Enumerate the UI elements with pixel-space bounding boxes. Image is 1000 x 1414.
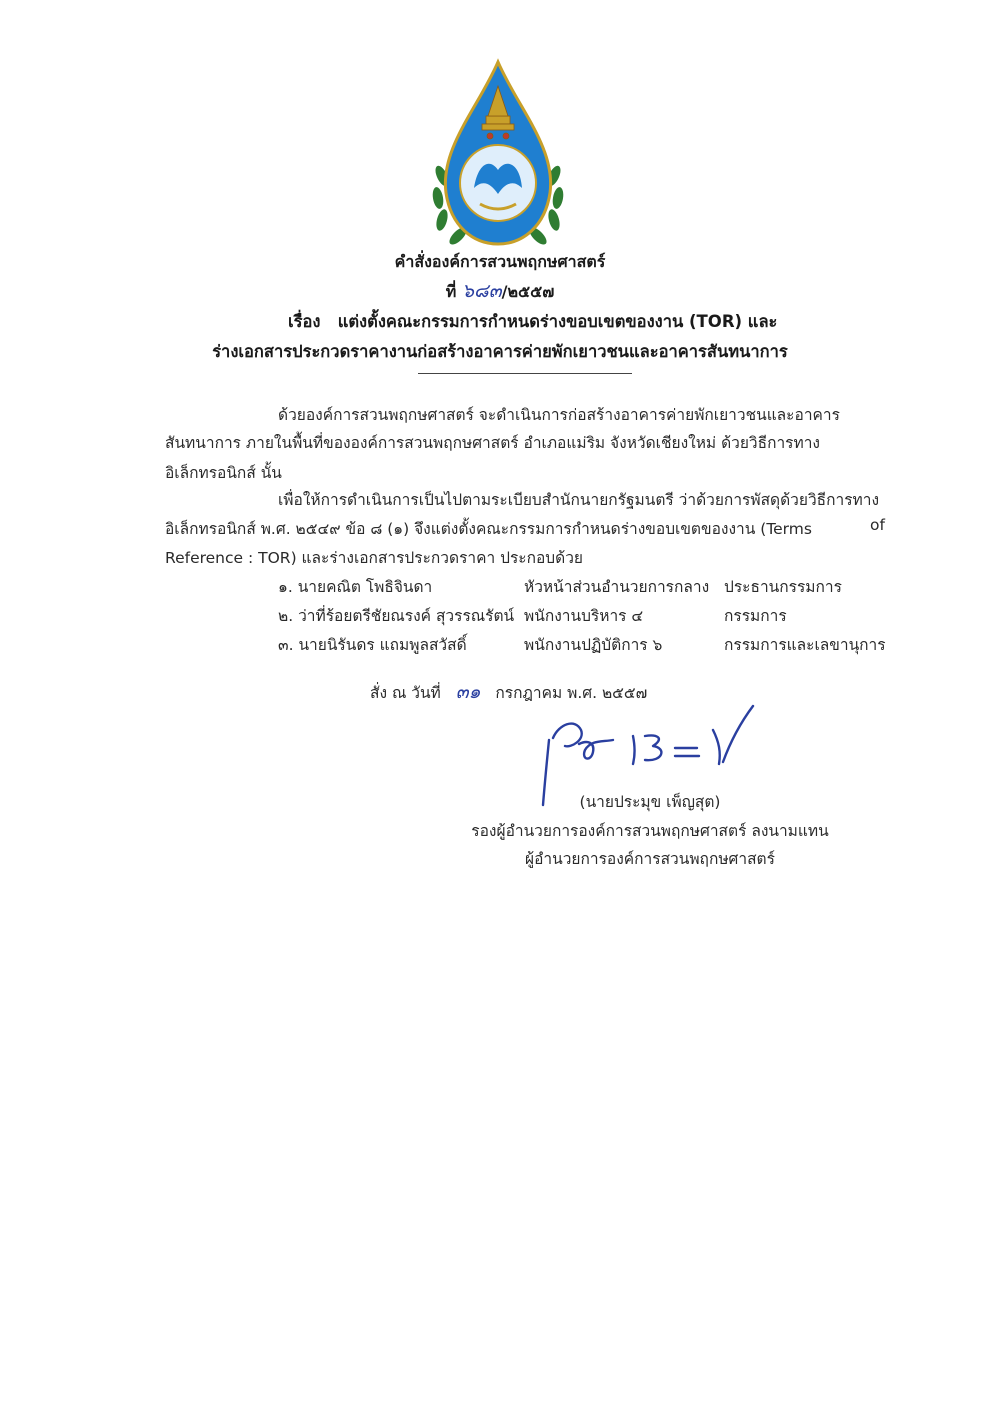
committee-member-1-position: หัวหน้าส่วนอำนวยการกลาง — [524, 578, 710, 596]
paragraph-2-line-1: เพื่อให้การดำเนินการเป็นไปตามระเบียบสำนักนายกรัฐมนตรี ว่าด้วยการพัสดุด้วยวิธีการทาง — [278, 491, 880, 509]
subject-line-1 — [288, 309, 777, 335]
committee-member-3-role: กรรมการและเลขานุการ — [724, 636, 886, 654]
paragraph-2-line-2 — [165, 516, 885, 541]
committee-member-3-position: พนักงานปฏิบัติการ ๖ — [524, 636, 663, 654]
order-number-handwritten: ๖๘๓ — [461, 280, 502, 302]
committee-member-1-name: ๑. นายคณิต โพธิจินดา — [278, 578, 433, 596]
botanical-garden-seal-icon — [428, 58, 568, 248]
committee-member-2-position: พนักงานบริหาร ๔ — [524, 607, 644, 625]
subject-line-2: ร่างเอกสารประกวดราคางานก่อสร้างอาคารค่ายพักเยาวชนและอาคารสันทนาการ — [212, 342, 788, 361]
paragraph-2-line-2-text: อิเล็กทรอนิกส์ พ.ศ. ๒๕๔๙ ข้อ ๘ (๑) จึงแต่งตั้งคณะกรรมการกำหนดร่างขอบเขตของงาน (Terms — [165, 520, 812, 538]
order-number-prefix: ที่ — [445, 282, 457, 301]
signatory-title-2: ผู้อำนวยการองค์การสวนพฤกษศาสตร์ — [525, 850, 775, 868]
paragraph-1-line-1: ด้วยองค์การสวนพฤกษศาสตร์ จะดำเนินการก่อสร้างอาคารค่ายพักเยาวชนและอาคาร — [278, 406, 840, 424]
order-date-prefix: สั่ง ณ วันที่ — [370, 684, 441, 702]
committee-member-2-name: ๒. ว่าที่ร้อยตรีชัยณรงค์ สุวรรณรัตน์ — [278, 607, 515, 625]
committee-member-3-name: ๓. นายนิรันดร แถมพูลสวัสดิ์ — [278, 636, 467, 654]
subject-text-1: แต่งตั้งคณะกรรมการกำหนดร่างขอบเขตของงาน (TOR) และ — [337, 312, 778, 331]
paragraph-2-line-3: Reference : TOR) และร่างเอกสารประกวดราคา ประกอบด้วย — [165, 549, 583, 567]
divider — [418, 373, 632, 374]
order-number — [0, 276, 1000, 306]
signatory-name: (นายประมุข เพ็ญสุต) — [579, 793, 721, 811]
paragraph-1-line-2: สันทนาการ ภายในพื้นที่ขององค์การสวนพฤกษศาสตร์ อำเภอแม่ริม จังหวัดเชียงใหม่ ด้วยวิธีการทาง — [165, 434, 820, 452]
paragraph-1-line-3: อิเล็กทรอนิกส์ นั้น — [165, 464, 282, 482]
signatory-title-1: รองผู้อำนวยการองค์การสวนพฤกษศาสตร์ ลงนามแทน — [471, 822, 829, 840]
committee-member-2-role: กรรมการ — [724, 607, 787, 625]
order-date-rest: กรกฎาคม พ.ศ. ๒๕๕๗ — [495, 684, 648, 702]
order-number-suffix: /๒๕๕๗ — [501, 282, 555, 301]
committee-member-1-role: ประธานกรรมการ — [724, 578, 842, 596]
order-title: คำสั่งองค์การสวนพฤกษศาสตร์ — [394, 252, 606, 271]
subject-label: เรื่อง — [288, 312, 321, 331]
paragraph-2-line-2-end: of — [870, 516, 885, 534]
order-date-day: ๓๑ — [455, 681, 481, 703]
